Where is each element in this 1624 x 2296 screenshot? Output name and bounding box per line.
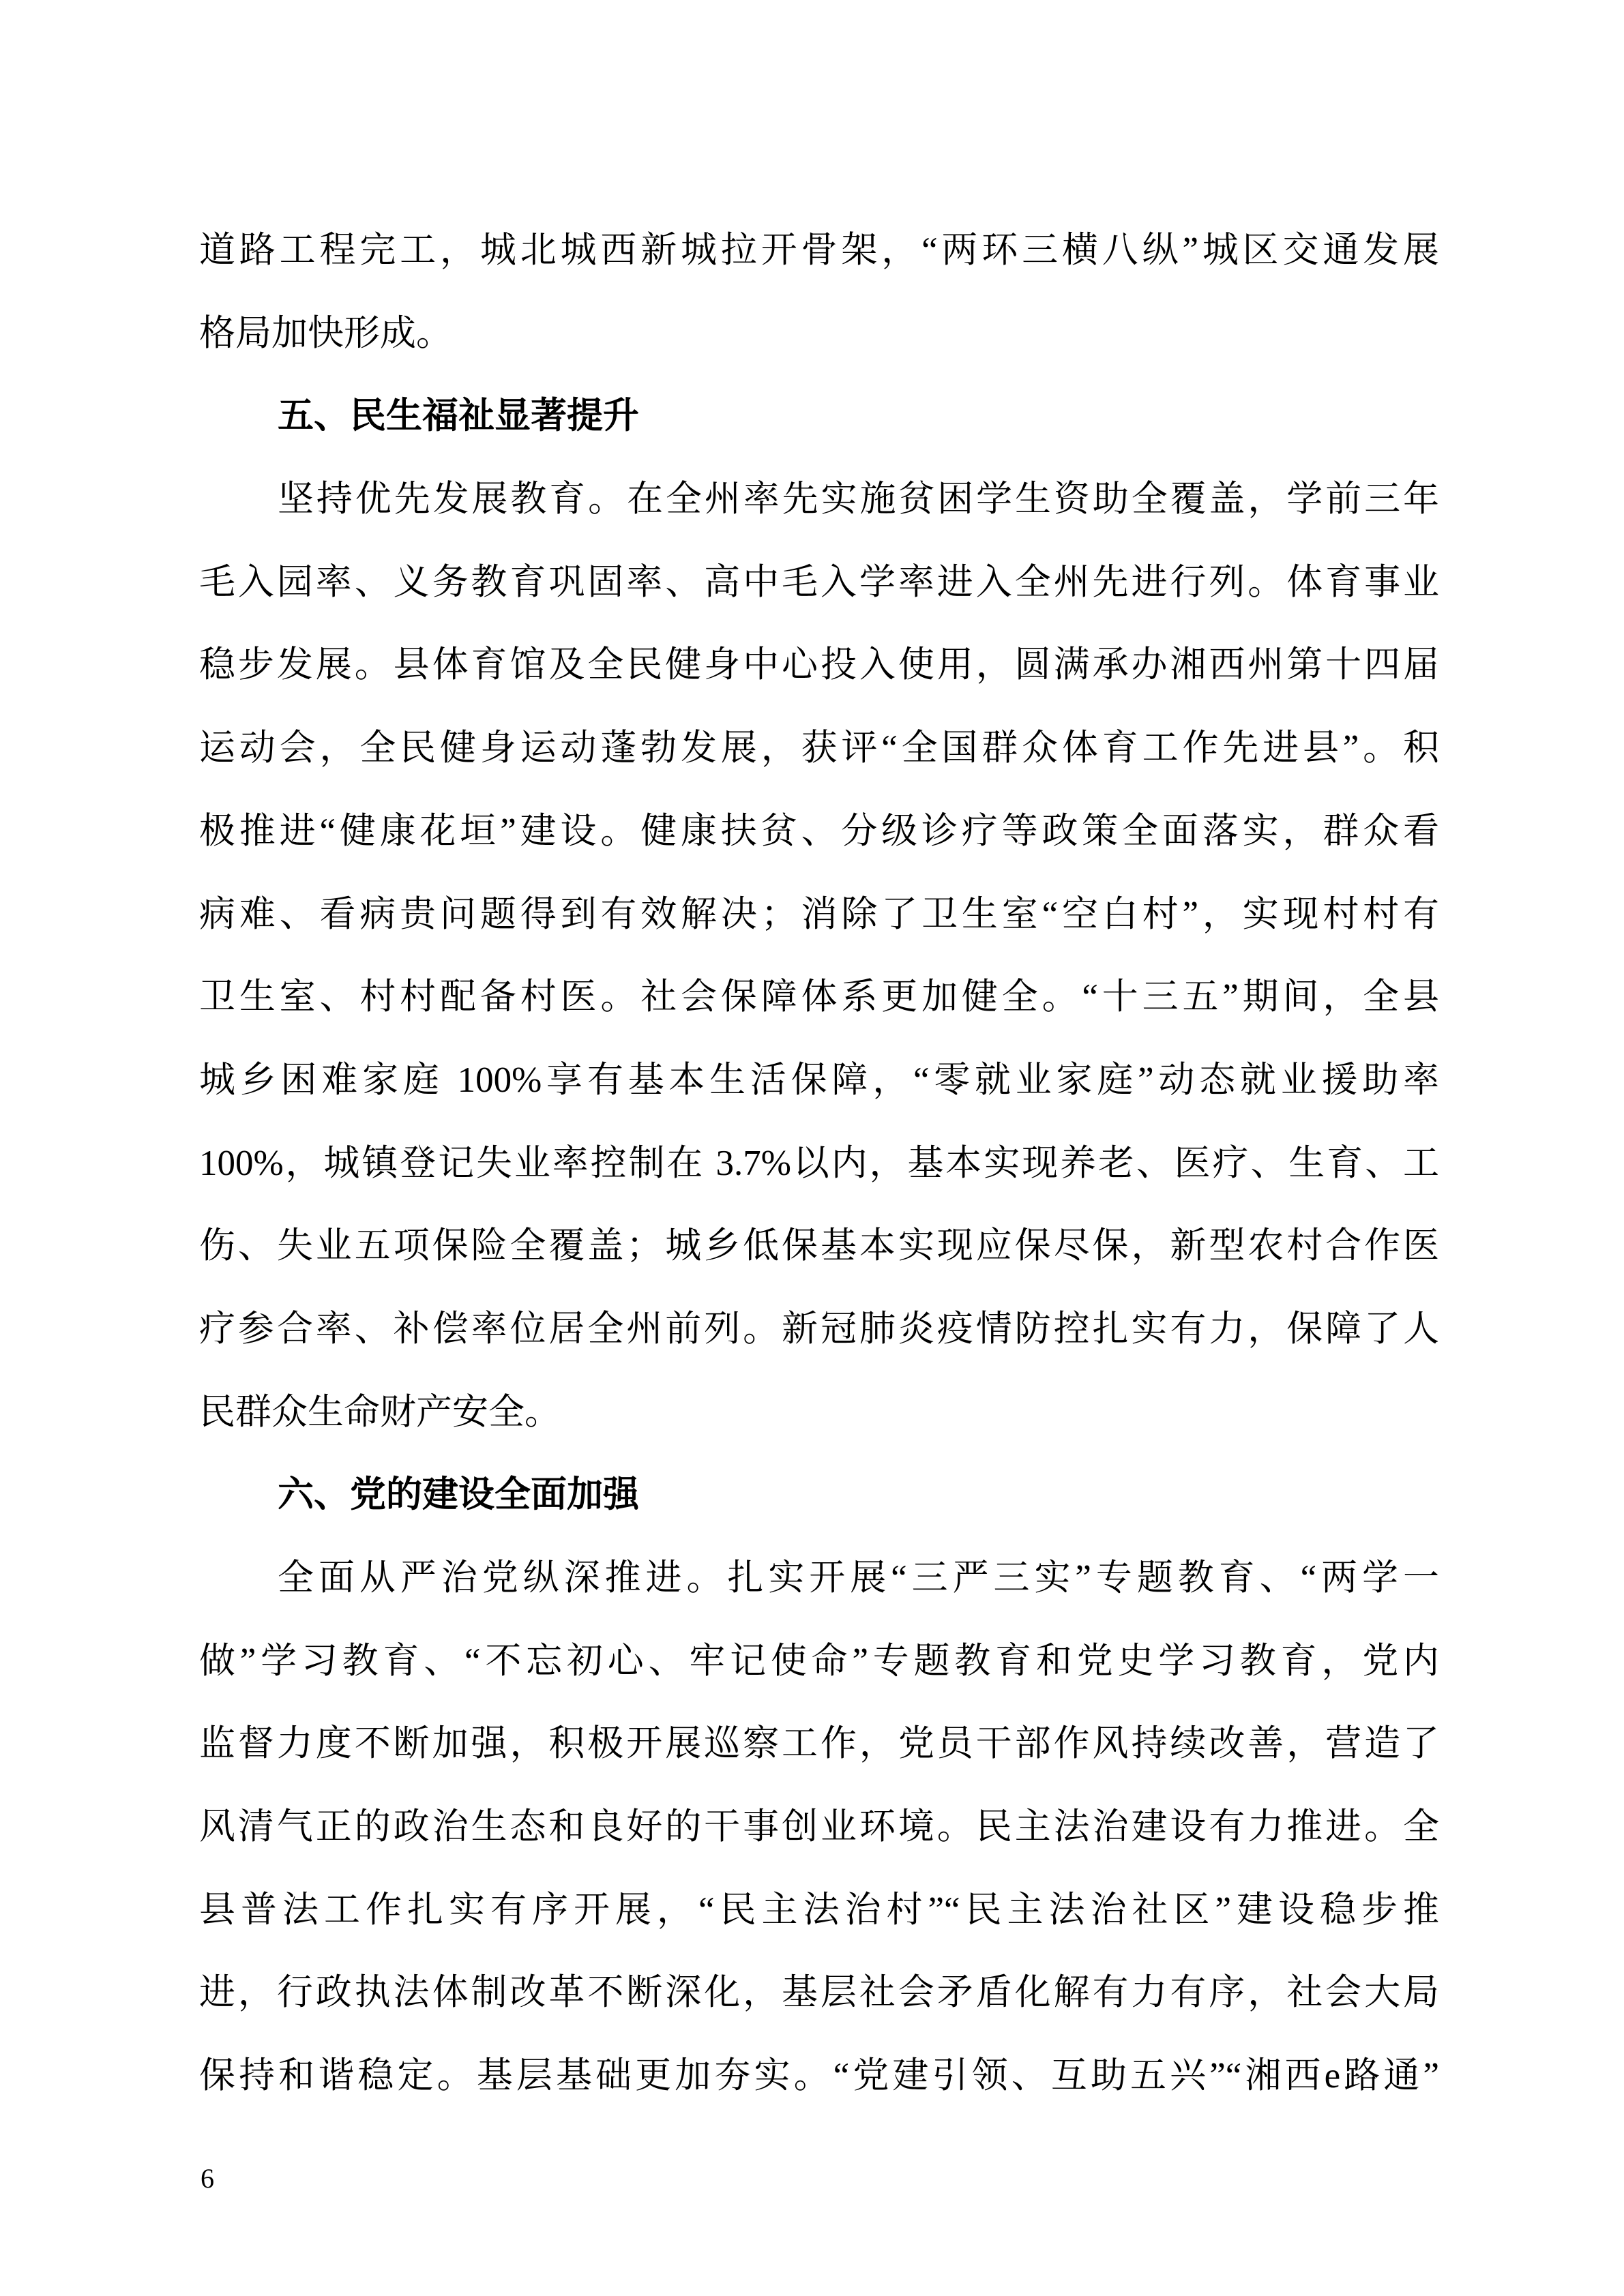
text-line: 毛入园率、义务教育巩固率、高中毛入学率进入全州先进行列。体育事业: [199, 562, 1439, 602]
continued-paragraph: [199, 209, 1439, 375]
text-line: 卫生室、村村配备村医。社会保障体系更加健全。“十三五”期间，全县: [199, 977, 1439, 1017]
text-line: 风清气正的政治生态和良好的干事创业环境。民主法治建设有力推进。全: [199, 1807, 1439, 1847]
text-line: 疗参合率、补偿率位居全州前列。新冠肺炎疫情防控扎实有力，保障了人: [199, 1309, 1439, 1349]
text-line: 格局加快形成。: [199, 313, 452, 353]
text-line: 全面从严治党纵深推进。扎实开展“三严三实”专题教育、“两学一: [278, 1558, 1439, 1598]
text-line: 运动会，全民健身运动蓬勃发展，获评“全国群众体育工作先进县”。积: [199, 728, 1439, 769]
text-line: 病难、看病贵问题得到有效解决；消除了卫生室“空白村”，实现村村有: [199, 894, 1439, 934]
text-line: 做”学习教育、“不忘初心、牢记使命”专题教育和党史学习教育，党内: [199, 1641, 1439, 1681]
text-line: 100%，城镇登记失业率控制在 3.7%以内，基本实现养老、医疗、生育、工: [199, 1143, 1439, 1183]
text-line: 进，行政执法体制改革不断深化，基层社会矛盾化解有力有序，社会大局: [199, 1973, 1439, 2013]
text-line: 坚持优先发展教育。在全州率先实施贫困学生资助全覆盖，学前三年: [278, 479, 1439, 520]
section-paragraph: [199, 458, 1439, 1454]
text-line: 稳步发展。县体育馆及全民健身中心投入使用，圆满承办湘西州第十四届: [199, 645, 1439, 685]
section-heading: 六、党的建设全面加强: [278, 1475, 639, 1515]
text-line: 伤、失业五项保险全覆盖；城乡低保基本实现应保尽保，新型农村合作医: [199, 1226, 1439, 1266]
section-heading: 五、民生福祉显著提升: [278, 396, 639, 436]
section-paragraph: [199, 1537, 1439, 2118]
document-body: [199, 209, 1439, 2118]
text-line: 民群众生命财产安全。: [199, 1392, 561, 1432]
text-line: 极推进“健康花垣”建设。健康扶贫、分级诊疗等政策全面落实，群众看: [199, 811, 1439, 851]
page-number: 6: [201, 2163, 214, 2194]
text-line: 监督力度不断加强，积极开展巡察工作，党员干部作风持续改善，营造了: [199, 1724, 1439, 1764]
text-line: 保持和谐稳定。基层基础更加夯实。“党建引领、互助五兴”“湘西e路通”: [199, 2056, 1439, 2096]
text-line: 县普法工作扎实有序开展，“民主法治村”“民主法治社区”建设稳步推: [199, 1890, 1439, 1930]
text-line: 城乡困难家庭 100%享有基本生活保障，“零就业家庭”动态就业援助率: [199, 1060, 1439, 1100]
text-line: 道路工程完工，城北城西新城拉开骨架，“两环三横八纵”城区交通发展: [199, 230, 1439, 270]
